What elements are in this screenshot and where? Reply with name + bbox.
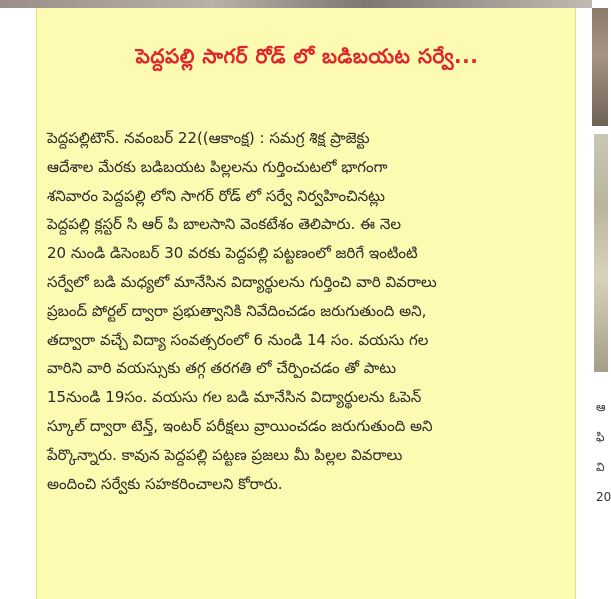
body-line: పెద్దపల్లిటౌన్. నవంబర్ 22((ఆకాంక్ష) : సమగ్ర శిక్ష ప్రాజెక్టు bbox=[47, 129, 370, 147]
side-fragment: వి bbox=[596, 460, 605, 474]
adjacent-photo-middle bbox=[594, 134, 608, 372]
body-line: సర్వేలో బడి మధ్యలో మానేసిన విద్యార్థులను గుర్తించి వారి వివరాలు bbox=[47, 272, 437, 291]
body-line: 15నుండి 19సం. వయసు గల బడి మానేసిన విద్యార్థులను ఓపెన్ bbox=[47, 388, 422, 407]
body-line: తద్వారా వచ్చే విద్యా సంవత్సరంలో 6 నుండి 14 సం. వయసు గల bbox=[47, 330, 429, 349]
body-line: 20 నుండి డిసెంబర్ 30 వరకు పెద్దపల్లి పట్టణంలో జరిగే ఇంటింటి bbox=[47, 244, 418, 263]
side-fragment: ఆ bbox=[596, 400, 606, 414]
body-line: శనివారం పెద్దపల్లి లోని సాగర్ రోడ్ లో సర్వే నిర్వహించినట్లు bbox=[47, 186, 385, 205]
body-line: అందించి సర్వేకు సహకరించాలని కోరారు. bbox=[47, 474, 283, 493]
body-line: స్కూల్ ద్వారా టెన్త్, ఇంటర్ పరీక్షలు వ్రాయించడం జరుగుతుంది అని bbox=[47, 416, 433, 435]
body-line: వారిని వారి వయస్సుకు తగ్గ తరగతి లో చేర్పించడం తో పాటు bbox=[47, 359, 397, 378]
body-line: ఆదేశాల మేరకు బడిబయట పిల్లలను గుర్తించుటలో భాగంగా bbox=[47, 157, 388, 176]
article-body bbox=[47, 124, 573, 498]
body-line: పేర్కొన్నారు. కావున పెద్దపల్లి పట్టణ ప్రజలు మీ పిల్లల వివరాలు bbox=[47, 445, 403, 464]
adjacent-column-text bbox=[596, 392, 611, 512]
adjacent-photo-top bbox=[592, 8, 608, 126]
body-line: ప్రబంద్ పోర్టల్ ద్వారా ప్రభుత్వానికి నివేదించడం జరుగుతుంది అని, bbox=[47, 301, 427, 320]
article-headline: పెద్దపల్లి సాగర్ రోడ్ లో బడిబయట సర్వే... bbox=[135, 44, 479, 68]
top-photo-edge bbox=[0, 0, 608, 8]
body-line: పెద్దపల్లి క్లస్టర్ సి ఆర్ పి బాలసాని వెంకటేశం తెలిపారు. ఈ నెల bbox=[47, 215, 401, 234]
news-article bbox=[36, 8, 576, 599]
side-fragment: ఫి bbox=[596, 430, 605, 444]
side-fragment: 20 bbox=[596, 490, 611, 504]
